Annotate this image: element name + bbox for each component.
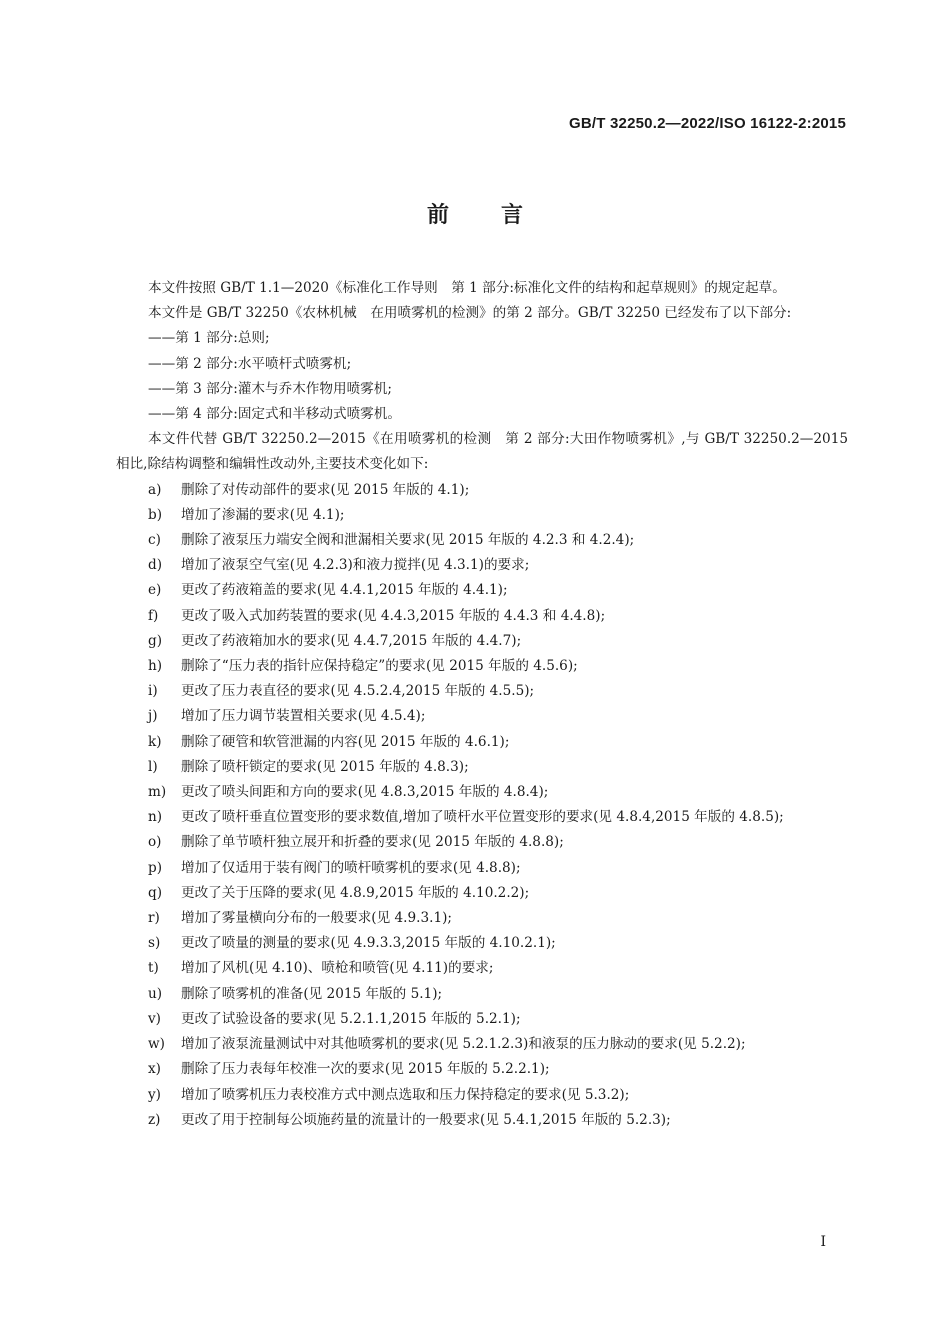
change-item-text: 删除了压力表每年校准一次的要求(见 2015 年版的 5.2.2.1); — [181, 1061, 550, 1078]
change-item — [116, 1057, 848, 1082]
change-item-label: a) — [148, 481, 162, 498]
change-item — [116, 881, 848, 906]
change-item-text: 更改了吸入式加药装置的要求(见 4.4.3,2015 年版的 4.4.3 和 4.4.8); — [181, 607, 606, 624]
change-item-text: 增加了渗漏的要求(见 4.1); — [181, 506, 345, 523]
list-item: ——第 1 部分:总则; — [148, 330, 270, 347]
change-item — [116, 1032, 848, 1057]
change-item — [116, 780, 848, 805]
change-item — [116, 931, 848, 956]
change-item-text: 更改了关于压降的要求(见 4.8.9,2015 年版的 4.10.2.2); — [181, 884, 530, 901]
change-item-text: 更改了药液箱盖的要求(见 4.4.1,2015 年版的 4.4.1); — [181, 582, 508, 599]
change-item — [116, 1083, 848, 1108]
change-item-label: u) — [148, 985, 163, 1002]
change-item — [116, 755, 848, 780]
change-item — [116, 856, 848, 881]
change-item — [116, 654, 848, 679]
change-item-label: f) — [148, 607, 159, 624]
change-item-text: 增加了压力调节装置相关要求(见 4.5.4); — [181, 708, 426, 725]
change-item-text: 更改了喷量的测量的要求(见 4.9.3.3,2015 年版的 4.10.2.1); — [181, 935, 556, 952]
change-item — [116, 805, 848, 830]
change-item-label: m) — [148, 784, 167, 801]
page-title: 前言 — [426, 203, 575, 228]
change-item — [116, 629, 848, 654]
change-item-label: e) — [148, 582, 162, 599]
change-item-label: d) — [148, 557, 163, 574]
change-item — [116, 982, 848, 1007]
change-item-label: g) — [148, 632, 163, 649]
change-item-text: 更改了喷杆垂直位置变形的要求数值,增加了喷杆水平位置变形的要求(见 4.8.4,2015 年版的 4.8.5); — [181, 809, 784, 826]
change-item-text: 增加了风机(见 4.10)、喷枪和喷管(见 4.11)的要求; — [181, 960, 494, 977]
change-item-text: 删除了单节喷杆独立展开和折叠的要求(见 2015 年版的 4.8.8); — [181, 834, 564, 851]
drafting-paragraph: 本文件按照 GB/T 1.1—2020《标准化工作导则 第 1 部分:标准化文件的结构和起草规则》的规定起草。 — [148, 280, 786, 296]
change-item-text: 增加了液泵空气室(见 4.2.3)和液力搅拌(见 4.3.1)的要求; — [181, 557, 530, 574]
change-item-text: 删除了对传动部件的要求(见 2015 年版的 4.1); — [181, 481, 470, 498]
change-item — [116, 578, 848, 603]
list-item: ——第 4 部分:固定式和半移动式喷雾机。 — [148, 406, 401, 423]
change-item-label: p) — [148, 859, 163, 876]
change-item-label: w) — [148, 1036, 165, 1053]
change-item-label: v) — [148, 1010, 161, 1027]
change-item-text: 删除了液泵压力端安全阀和泄漏相关要求(见 2015 年版的 4.2.3 和 4.2.4); — [181, 532, 635, 549]
change-item-text: 更改了压力表直径的要求(见 4.5.2.4,2015 年版的 4.5.5); — [181, 683, 535, 700]
parts-list — [116, 326, 848, 427]
change-item-text: 删除了喷雾机的准备(见 2015 年版的 5.1); — [181, 985, 443, 1002]
change-item-label: r) — [148, 910, 160, 927]
change-item — [116, 1108, 848, 1133]
change-item-label: q) — [148, 884, 163, 901]
foreword-body — [116, 276, 848, 1133]
change-item-label: l) — [148, 758, 158, 775]
series-paragraph: 本文件是 GB/T 32250《农林机械 在用喷雾机的检测》的第 2 部分。GB/T 32250 已经发布了以下部分: — [148, 305, 792, 322]
change-item-text: 删除了喷杆锁定的要求(见 2015 年版的 4.8.3); — [181, 758, 469, 775]
change-item — [116, 553, 848, 578]
change-item-text: 增加了仅适用于装有阀门的喷杆喷雾机的要求(见 4.8.8); — [181, 859, 521, 876]
page-number: I — [820, 1234, 826, 1250]
change-item-text: 更改了喷头间距和方向的要求(见 4.8.3,2015 年版的 4.8.4); — [181, 784, 549, 801]
change-item-label: i) — [148, 683, 158, 700]
change-item-label: k) — [148, 733, 162, 750]
change-item-text: 增加了雾量横向分布的一般要求(见 4.9.3.1); — [181, 910, 452, 927]
change-item — [116, 704, 848, 729]
change-item-text: 更改了试验设备的要求(见 5.2.1.1,2015 年版的 5.2.1); — [181, 1010, 521, 1027]
change-item-label: j) — [148, 708, 158, 725]
list-item: ——第 3 部分:灌木与乔木作物用喷雾机; — [148, 380, 392, 397]
change-item-text: 更改了药液箱加水的要求(见 4.4.7,2015 年版的 4.4.7); — [181, 632, 522, 649]
change-item — [116, 604, 848, 629]
changes-list — [116, 478, 848, 1133]
change-item-text: 删除了“压力表的指针应保持稳定”的要求(见 2015 年版的 4.5.6); — [181, 658, 578, 675]
change-item-label: s) — [148, 935, 161, 952]
change-item — [116, 528, 848, 553]
change-item — [116, 478, 848, 503]
change-item-text: 增加了喷雾机压力表校准方式中测点选取和压力保持稳定的要求(见 5.3.2); — [181, 1086, 630, 1103]
change-item-label: b) — [148, 506, 163, 523]
change-item — [116, 503, 848, 528]
change-item-label: h) — [148, 658, 163, 675]
change-item-text: 更改了用于控制每公顷施药量的流量计的一般要求(见 5.4.1,2015 年版的 5.2.3); — [181, 1111, 671, 1128]
replace-paragraph: 本文件代替 GB/T 32250.2—2015《在用喷雾机的检测 第 2 部分:大田作物喷雾机》,与 GB/T 32250.2—2015 相比,除结构调整和编辑性改动外,主要技术变化如下: — [116, 431, 848, 473]
change-item — [116, 830, 848, 855]
change-item-label: x) — [148, 1061, 161, 1078]
change-item — [116, 956, 848, 981]
change-item-label: z) — [148, 1111, 161, 1128]
change-item-label: o) — [148, 834, 162, 851]
change-item — [116, 679, 848, 704]
change-item-label: y) — [148, 1086, 161, 1103]
change-item — [116, 730, 848, 755]
change-item-text: 删除了硬管和软管泄漏的内容(见 2015 年版的 4.6.1); — [181, 733, 510, 750]
change-item — [116, 906, 848, 931]
change-item-text: 增加了液泵流量测试中对其他喷雾机的要求(见 5.2.1.2.3)和液泵的压力脉动的要求(见 5.2.2); — [181, 1036, 746, 1053]
list-item: ——第 2 部分:水平喷杆式喷雾机; — [148, 355, 352, 372]
change-item-label: n) — [148, 809, 163, 826]
change-item-label: t) — [148, 960, 159, 977]
change-item — [116, 1007, 848, 1032]
change-item-label: c) — [148, 532, 161, 549]
standard-code: GB/T 32250.2—2022/ISO 16122-2:2015 — [569, 115, 846, 132]
